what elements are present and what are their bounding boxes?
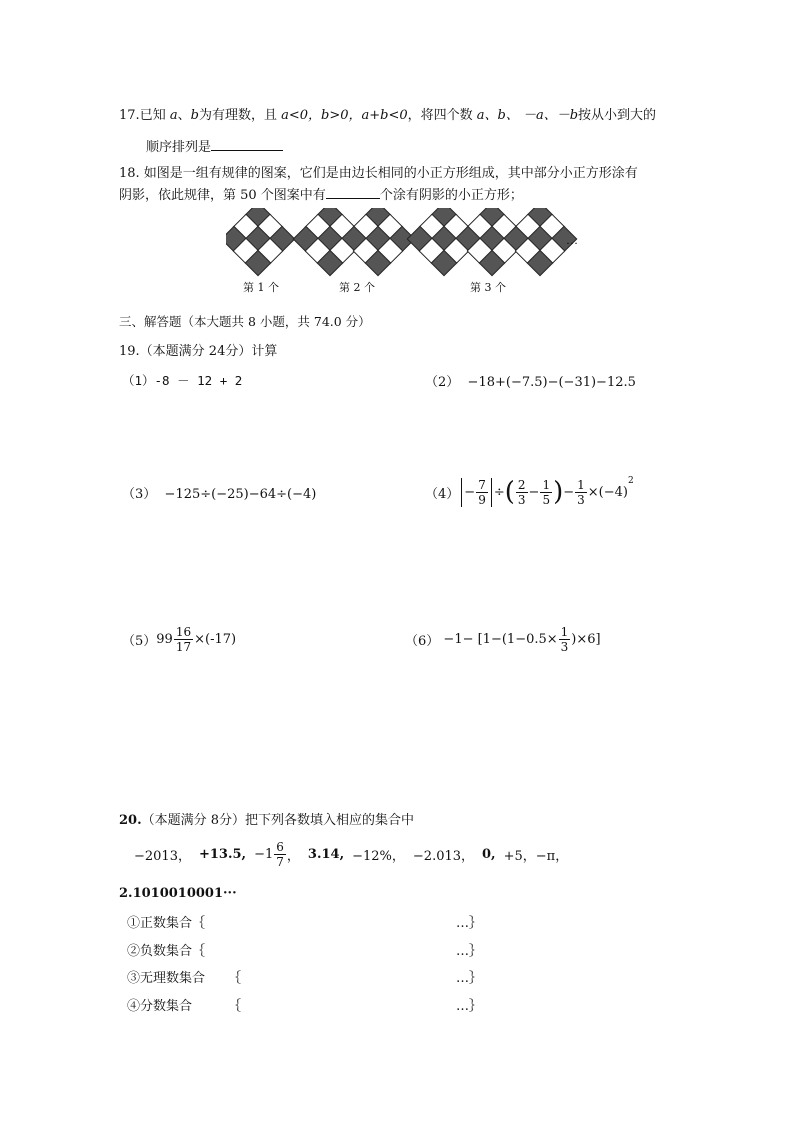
set-fraction: ④分数集合 xyxy=(127,999,193,1014)
q20-number-tail: 2.1010010001··· xyxy=(119,886,237,901)
q19-part6: （6） −1− [1−(1−0.5× $\frac{1}{3}$ )×6] xyxy=(405,624,601,654)
ellipsis: … xyxy=(566,233,578,247)
caption-2: 第 2 个 xyxy=(339,281,375,294)
q20-title: 20.（本题满分 8分）把下列各数填入相应的集合中 xyxy=(119,813,415,828)
set-positive-end: …｝ xyxy=(456,916,483,931)
set-irrational-end: …｝ xyxy=(456,971,483,986)
q18-line2: 阴影，依此规律，第 50 个图案中有 个涂有阴影的小正方形； xyxy=(119,188,523,203)
q17-line1: 17.已知 a、b为有理数，且 a<0，b>0，a+b<0，将四个数 a、b、 －a、－b按从小到大的 xyxy=(119,108,657,123)
q18-line1: 18. 如图是一组有规律的图案，它们是由边长相同的小正方形组成，其中部分小正方形涂有 xyxy=(119,166,638,181)
pattern-2 xyxy=(293,208,414,276)
set-negative: ②负数集合｛ xyxy=(127,944,206,959)
q20-numbers: −2013， +13.5, −1 $\frac{6}{7}$ ， 3.14, −12%， −2.013， 0, +5，−π， xyxy=(134,839,569,869)
set-fraction-brace: ｛ xyxy=(228,999,242,1014)
q19-part4: （4） − $\frac{7}{9}$ ÷ ( $\frac{2}{3}$ − $\frac{1}{5}$ ) − $\frac{1}{3}$ ×(−4) $^2$ xyxy=(425,476,634,507)
set-negative-end: …｝ xyxy=(456,944,483,959)
section-title: 三、解答题（本大题共 8 小题，共 74.0 分） xyxy=(119,314,371,329)
set-irrational-brace: ｛ xyxy=(228,971,242,986)
q19-part5: （5） 99 $\frac{16}{17}$ ×(-17) xyxy=(122,624,237,654)
q19-part1: （1）-8 － 12 + 2 xyxy=(122,373,243,388)
answer-blank xyxy=(326,186,380,199)
q17-line2: 顺序排列是 xyxy=(146,136,283,155)
set-irrational: ③无理数集合 xyxy=(127,971,206,986)
q19-part3: （3） −125÷(−25)−64÷(−4) xyxy=(122,487,317,502)
q19-part2: （2） −18+(−7.5)−(−31)−12.5 xyxy=(425,375,636,390)
caption-1: 第 1 个 xyxy=(243,281,279,294)
pattern-1 xyxy=(226,208,295,276)
set-fraction-end: …｝ xyxy=(456,999,483,1014)
pattern-figure xyxy=(226,208,586,298)
q19-title: 19.（本题满分 24分）计算 xyxy=(119,344,278,359)
caption-3: 第 3 个 xyxy=(470,281,506,294)
pattern-3 xyxy=(407,208,576,276)
answer-blank xyxy=(211,138,283,151)
set-positive: ①正数集合｛ xyxy=(127,916,206,931)
